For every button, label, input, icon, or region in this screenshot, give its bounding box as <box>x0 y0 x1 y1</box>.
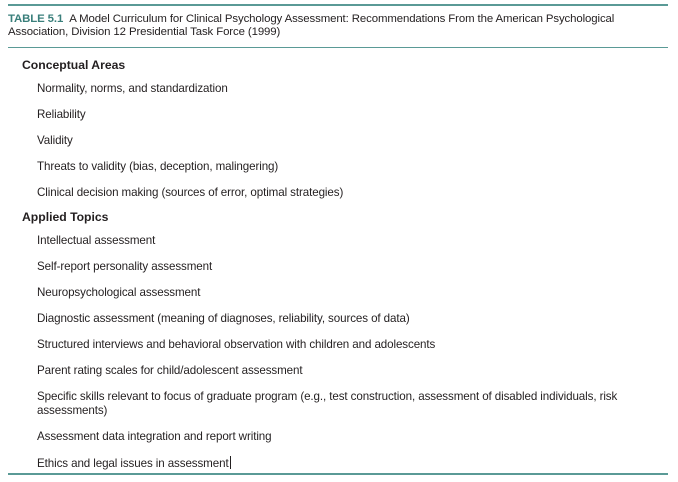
caption-rule <box>8 47 668 48</box>
list-item: Intellectual assessment <box>37 234 156 247</box>
list-item-text: Ethics and legal issues in assessment <box>37 457 229 470</box>
table-caption-text: A Model Curriculum for Clinical Psychology Assessment: Recommendations From the American Psychological Association, Division 12 Presidential Task Force (1999) <box>8 13 615 38</box>
list-item: Specific skills relevant to focus of graduate program (e.g., test construction, assessment of disabled individuals, risk assessments) <box>37 390 618 417</box>
list-item: Threats to validity (bias, deception, malingering) <box>37 160 279 173</box>
bottom-rule <box>8 473 668 475</box>
text-cursor <box>230 456 231 469</box>
list-item: Self-report personality assessment <box>37 260 213 273</box>
list-item: Clinical decision making (sources of error, optimal strategies) <box>37 186 344 199</box>
table-document <box>8 4 668 471</box>
list-item: Structured interviews and behavioral observation with children and adolescents <box>37 338 436 351</box>
top-rule <box>8 4 668 6</box>
table-caption <box>8 13 668 39</box>
list-item: Reliability <box>37 108 86 121</box>
table-number: TABLE 5.1 <box>8 13 64 25</box>
list-item: Validity <box>37 134 73 147</box>
list-item: Normality, norms, and standardization <box>37 82 228 95</box>
list-item: Diagnostic assessment (meaning of diagnoses, reliability, sources of data) <box>37 312 410 325</box>
list-item: Assessment data integration and report writing <box>37 430 272 443</box>
list-item: Parent rating scales for child/adolescent assessment <box>37 364 303 377</box>
list-item-last <box>8 456 668 471</box>
section-heading-applied-topics: Applied Topics <box>22 210 109 224</box>
section-heading-conceptual-areas: Conceptual Areas <box>22 58 126 72</box>
list-item: Neuropsychological assessment <box>37 286 201 299</box>
